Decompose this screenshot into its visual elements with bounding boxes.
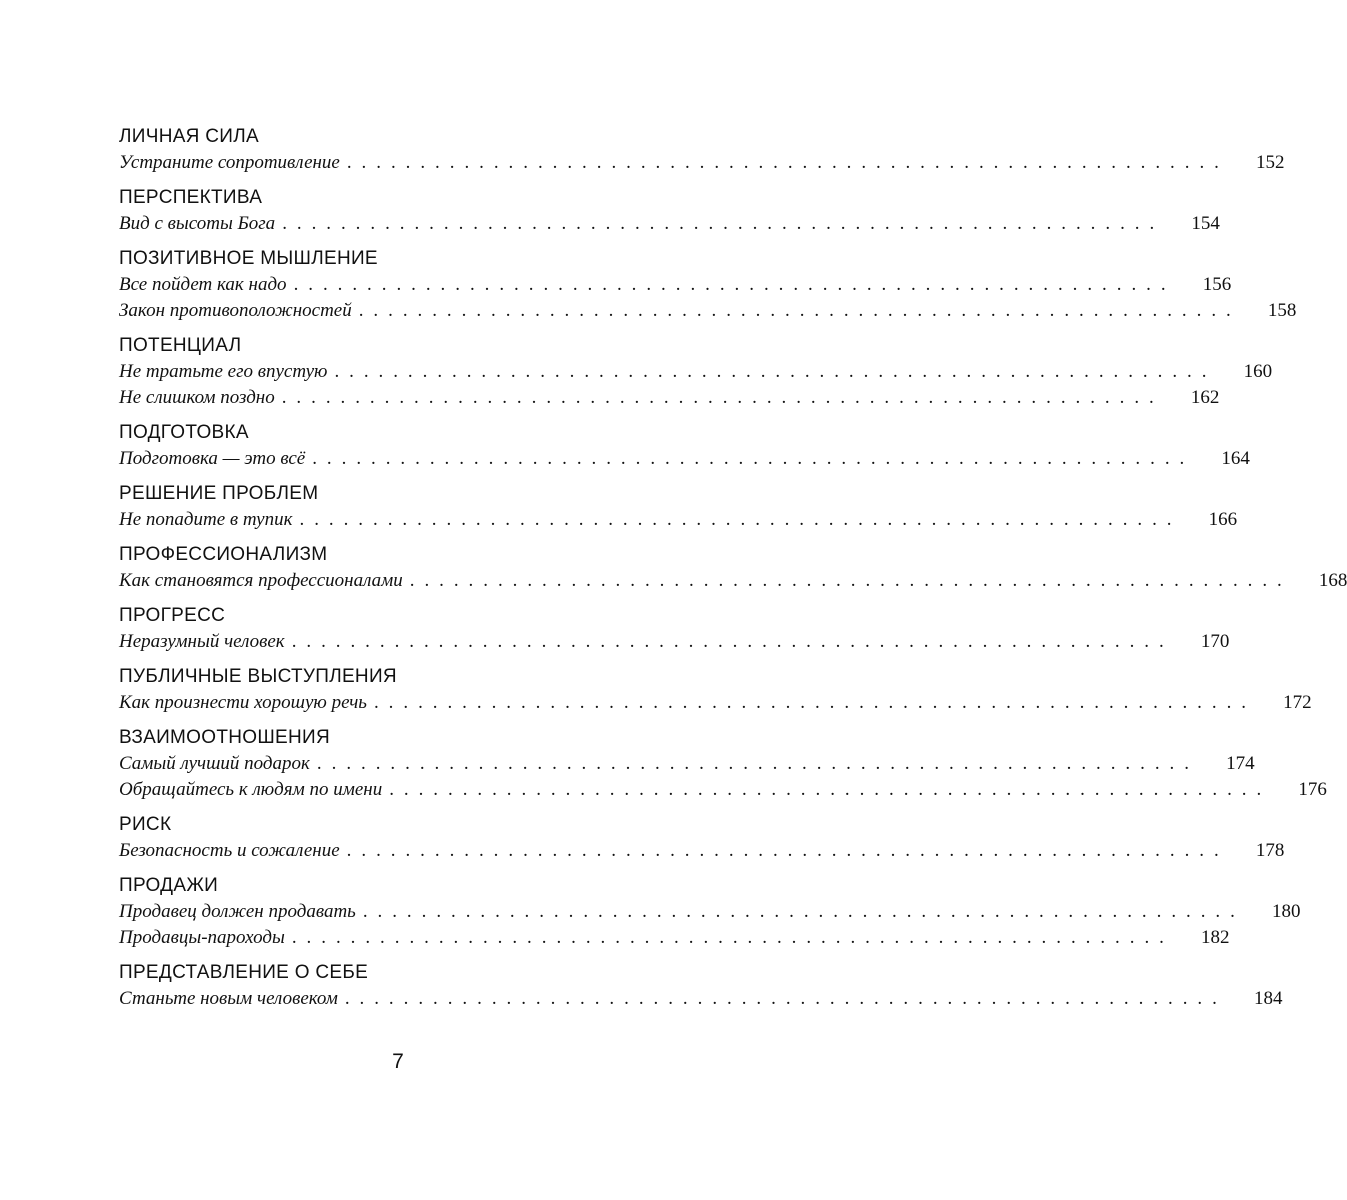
entry-title: Безопасность и сожаление <box>119 840 340 861</box>
entry-title: Устраните сопротивление <box>119 152 340 173</box>
toc-entry <box>119 986 1283 1012</box>
section-heading: ПРЕДСТАВЛЕНИЕ О СЕБЕ <box>119 962 369 983</box>
toc-section <box>119 481 1238 533</box>
dot-leader: . . . . . . . . . . . . . . . . . . . . . . . . . . . . . . . . . . . . . . . . . . . . . . . . . . . . . . . . . . . . <box>293 274 1169 295</box>
dot-leader: . . . . . . . . . . . . . . . . . . . . . . . . . . . . . . . . . . . . . . . . . . . . . . . . . . . . . . . . . . . . <box>362 901 1238 922</box>
dot-leader: . . . . . . . . . . . . . . . . . . . . . . . . . . . . . . . . . . . . . . . . . . . . . . . . . . . . . . . . . . . . <box>299 509 1175 530</box>
entry-page-number: 182 <box>1201 927 1230 948</box>
dot-leader: . . . . . . . . . . . . . . . . . . . . . . . . . . . . . . . . . . . . . . . . . . . . . . . . . . . . . . . . . . . . <box>282 213 1157 234</box>
toc-section <box>119 725 1327 803</box>
toc-section <box>119 664 1312 716</box>
section-heading: ПУБЛИЧНЫЕ ВЫСТУПЛЕНИЯ <box>119 666 397 687</box>
toc-section <box>119 185 1220 237</box>
toc-section <box>119 812 1285 864</box>
dot-leader: . . . . . . . . . . . . . . . . . . . . . . . . . . . . . . . . . . . . . . . . . . . . . . . . . . . . . . . . . . . . <box>291 927 1167 948</box>
entry-title: Станьте новым человеком <box>119 988 338 1009</box>
section-heading: ПОЗИТИВНОЕ МЫШЛЕНИЕ <box>119 248 378 269</box>
entry-page-number: 162 <box>1190 387 1220 408</box>
dot-leader: . . . . . . . . . . . . . . . . . . . . . . . . . . . . . . . . . . . . . . . . . . . . . . . . . . . . . . . . . . . . <box>281 387 1157 408</box>
toc-section <box>119 873 1301 951</box>
toc-section <box>119 246 1297 324</box>
toc-section <box>119 420 1250 472</box>
entry-page-number: 160 <box>1243 361 1273 382</box>
table-of-contents <box>119 124 1347 1021</box>
toc-entry <box>119 690 1312 716</box>
toc-section <box>119 124 1285 176</box>
entry-title: Вид с высоты Бога <box>119 213 276 234</box>
dot-leader: . . . . . . . . . . . . . . . . . . . . . . . . . . . . . . . . . . . . . . . . . . . . . . . . . . . . . . . . . . . . <box>389 779 1264 800</box>
entry-title: Продавец должен продавать <box>119 901 356 922</box>
entry-page-number: 174 <box>1226 753 1255 774</box>
toc-entry <box>119 359 1273 385</box>
dot-leader: . . . . . . . . . . . . . . . . . . . . . . . . . . . . . . . . . . . . . . . . . . . . . . . . . . . . . . . . . . . . <box>316 753 1192 774</box>
entry-title: Неразумный человек <box>119 631 285 652</box>
dot-leader: . . . . . . . . . . . . . . . . . . . . . . . . . . . . . . . . . . . . . . . . . . . . . . . . . . . . . . . . . . . . <box>346 152 1222 173</box>
entry-title: Не тратьте его впустую <box>119 361 328 382</box>
entry-title: Все пойдет как надо <box>119 274 287 295</box>
section-heading: ПЕРСПЕКТИВА <box>119 187 263 208</box>
dot-leader: . . . . . . . . . . . . . . . . . . . . . . . . . . . . . . . . . . . . . . . . . . . . . . . . . . . . . . . . . . . . <box>358 300 1234 321</box>
section-heading: ЛИЧНАЯ СИЛА <box>119 126 260 147</box>
section-heading: ВЗАИМООТНОШЕНИЯ <box>119 727 331 748</box>
entry-page-number: 170 <box>1200 631 1230 652</box>
entry-page-number: 154 <box>1191 213 1220 234</box>
entry-title: Закон противоположностей <box>119 300 352 321</box>
entry-title: Самый лучший подарок <box>119 753 310 774</box>
toc-section <box>119 603 1230 655</box>
entry-page-number: 152 <box>1256 152 1285 173</box>
entry-title: Обращайтесь к людям по имени <box>119 779 383 800</box>
entry-page-number: 164 <box>1221 448 1250 469</box>
entry-title: Продавцы-пароходы <box>119 927 285 948</box>
section-heading: ПРОФЕССИОНАЛИЗМ <box>119 544 328 565</box>
entry-title: Как становятся профессионалами <box>119 570 403 591</box>
entry-title: Не слишком поздно <box>119 387 275 408</box>
dot-leader: . . . . . . . . . . . . . . . . . . . . . . . . . . . . . . . . . . . . . . . . . . . . . . . . . . . . . . . . . . . . <box>346 840 1222 861</box>
entry-page-number: 172 <box>1283 692 1312 713</box>
toc-section <box>119 333 1273 411</box>
entry-page-number: 176 <box>1298 779 1327 800</box>
toc-entry <box>119 751 1255 777</box>
entry-page-number: 184 <box>1253 988 1283 1009</box>
entry-page-number: 180 <box>1271 901 1301 922</box>
toc-entry <box>119 272 1232 298</box>
toc-entry <box>119 777 1327 803</box>
entry-page-number: 166 <box>1208 509 1238 530</box>
entry-page-number: 168 <box>1318 570 1347 591</box>
toc-entry <box>119 446 1250 472</box>
dot-leader: . . . . . . . . . . . . . . . . . . . . . . . . . . . . . . . . . . . . . . . . . . . . . . . . . . . . . . . . . . . . <box>373 692 1249 713</box>
section-heading: ПОТЕНЦИАЛ <box>119 335 242 356</box>
section-heading: ПРОДАЖИ <box>119 875 219 896</box>
section-heading: ПРОГРЕСС <box>119 605 226 626</box>
toc-entry <box>119 507 1238 533</box>
toc-entry <box>119 211 1220 237</box>
toc-section <box>119 960 1283 1012</box>
toc-section <box>119 542 1347 594</box>
entry-page-number: 156 <box>1202 274 1232 295</box>
toc-entry <box>119 899 1301 925</box>
toc-entry <box>119 838 1285 864</box>
page-number: 7 <box>392 1050 404 1073</box>
dot-leader: . . . . . . . . . . . . . . . . . . . . . . . . . . . . . . . . . . . . . . . . . . . . . . . . . . . . . . . . . . . . <box>334 361 1210 382</box>
entry-title: Подготовка — это всё <box>119 448 306 469</box>
dot-leader: . . . . . . . . . . . . . . . . . . . . . . . . . . . . . . . . . . . . . . . . . . . . . . . . . . . . . . . . . . . . <box>344 988 1220 1009</box>
dot-leader: . . . . . . . . . . . . . . . . . . . . . . . . . . . . . . . . . . . . . . . . . . . . . . . . . . . . . . . . . . . . <box>312 448 1187 469</box>
entry-title: Не попадите в тупик <box>119 509 293 530</box>
toc-entry <box>119 298 1297 324</box>
entry-page-number: 158 <box>1267 300 1297 321</box>
toc-entry <box>119 925 1230 951</box>
entry-page-number: 178 <box>1255 840 1285 861</box>
toc-entry <box>119 629 1230 655</box>
toc-entry <box>119 385 1220 411</box>
section-heading: ПОДГОТОВКА <box>119 422 249 443</box>
section-heading: РЕШЕНИЕ ПРОБЛЕМ <box>119 483 319 504</box>
dot-leader: . . . . . . . . . . . . . . . . . . . . . . . . . . . . . . . . . . . . . . . . . . . . . . . . . . . . . . . . . . . . <box>291 631 1167 652</box>
toc-entry <box>119 150 1285 176</box>
section-heading: РИСК <box>119 814 172 835</box>
entry-title: Как произнести хорошую речь <box>119 692 367 713</box>
dot-leader: . . . . . . . . . . . . . . . . . . . . . . . . . . . . . . . . . . . . . . . . . . . . . . . . . . . . . . . . . . . . <box>409 570 1285 591</box>
toc-entry <box>119 568 1347 594</box>
